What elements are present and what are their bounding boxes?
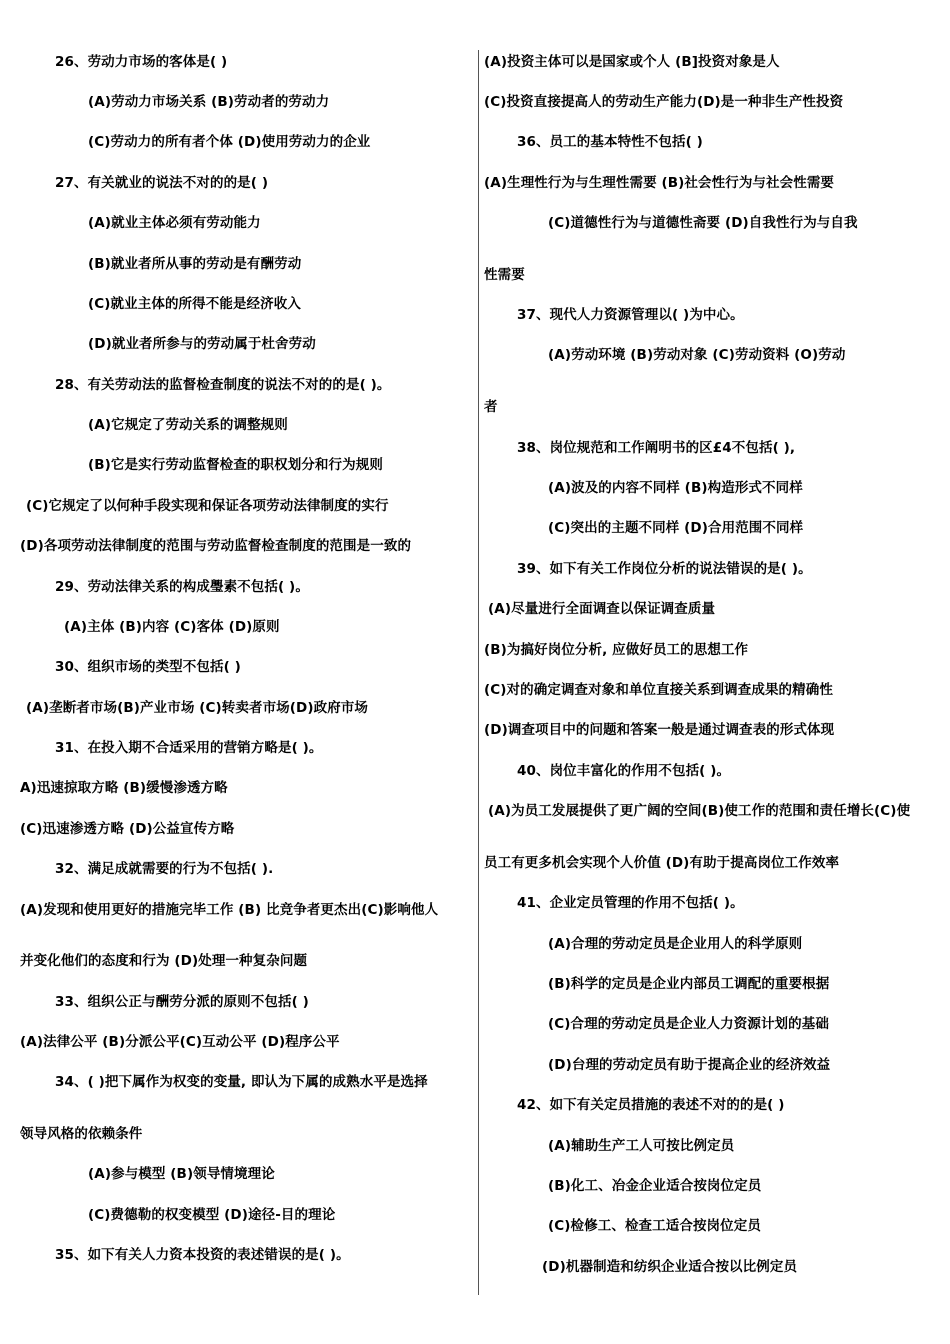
column-divider xyxy=(478,50,479,1295)
option-line-continued: 性需要 xyxy=(484,267,525,283)
option-line: (A)合理的劳动定员是企业用人的科学原则 xyxy=(548,936,803,952)
option-line: A)迅速掠取方略 (B)缓慢渗透方略 xyxy=(20,780,228,796)
question-30: 30、组织市场的类型不包括( ) xyxy=(55,659,241,675)
option-line: (A)它规定了劳动关系的调整规则 xyxy=(88,417,288,433)
option-line: (C)就业主体的所得不能是经济收入 xyxy=(88,296,301,312)
question-41: 41、企业定员管理的作用不包括( )。 xyxy=(517,895,744,911)
option-line: (C)道德性行为与道德性斋要 (D)自我性行为与自我 xyxy=(548,215,858,231)
option-line: (C)对的确定调查对象和单位直接关系到调查成果的精确性 xyxy=(484,682,833,698)
question-28: 28、有关劳动法的监督检查制度的说法不对的的是( )。 xyxy=(55,377,391,393)
option-line: (A)劳动环境 (B)劳动对象 (C)劳动资料 (O)劳动 xyxy=(548,347,846,363)
question-26: 26、劳动力市场的客体是( ) xyxy=(55,54,228,70)
question-36: 36、员工的基本特性不包括( ) xyxy=(517,134,703,150)
question-27: 27、有关就业的说法不对的的是( ) xyxy=(55,175,269,191)
option-line: (B)科学的定员是企业内部员工调配的重要根据 xyxy=(548,976,830,992)
option-line: (A)参与模型 (B)领导情境理论 xyxy=(88,1166,275,1182)
question-34-continued: 领导风格的依赖条件 xyxy=(20,1126,143,1142)
option-line: (A)为员工发展提供了更广阔的空间(B)使工作的范围和责任增长(C)使 xyxy=(488,803,911,819)
option-line: (D)各项劳动法律制度的范围与劳动监督检查制度的范围是一致的 xyxy=(20,538,412,554)
option-line: (C)费德勒的权变模型 (D)途径-目的理论 xyxy=(88,1207,336,1223)
question-42: 42、如下有关定员措施的表述不对的的是( ) xyxy=(517,1097,785,1113)
question-31: 31、在投入期不合适采用的营销方略是( )。 xyxy=(55,740,323,756)
option-line: (B)化工、冶金企业适合按岗位定员 xyxy=(548,1178,762,1194)
option-line: (A)劳动力市场关系 (B)劳动者的劳动力 xyxy=(88,94,330,110)
option-line: (A)发现和使用更好的措施完毕工作 (B) 比竞争者更杰出(C)影响他人 xyxy=(20,902,439,918)
option-line-continued: 员工有更多机会实现个人价值 (D)有助于提高岗位工作效率 xyxy=(484,855,840,871)
question-40: 40、岗位丰富化的作用不包括( )。 xyxy=(517,763,731,779)
question-34: 34、( )把下属作为权变的变量, 即认为下属的成熟水平是选择 xyxy=(55,1074,428,1090)
option-line: (A)就业主体必须有劳动能力 xyxy=(88,215,261,231)
option-line: (D)台理的劳动定员有助于提高企业的经济效益 xyxy=(548,1057,831,1073)
option-line-continued: 者 xyxy=(484,399,498,415)
option-line: (A)垄断者市场(B)产业市场 (C)转卖者市场(D)政府市场 xyxy=(26,700,369,716)
right-column xyxy=(482,0,950,1344)
option-line: (C)检修工、检查工适合按岗位定员 xyxy=(548,1218,761,1234)
question-29: 29、劳动法律关系的构成璺素不包括( )。 xyxy=(55,579,309,595)
option-line: (D)调查项目中的问题和答案一般是通过调查表的形式体现 xyxy=(484,722,835,738)
option-line: (A)尽量进行全面调查以保证调查质量 xyxy=(488,601,716,617)
option-line: (B)为搞好岗位分析, 应做好员工的思想工作 xyxy=(484,642,749,658)
option-line: (C)合理的劳动定员是企业人力资源计划的基础 xyxy=(548,1016,829,1032)
option-line: (A)生理性行为与生理性需要 (B)社会性行为与社会性需要 xyxy=(484,175,835,191)
question-33: 33、组织公正与酬劳分派的原则不包括( ) xyxy=(55,994,309,1010)
option-line: (A)法律公平 (B)分派公平(C)互动公平 (D)程序公平 xyxy=(20,1034,340,1050)
question-38: 38、岗位规范和工作阐明书的区£4不包括( ), xyxy=(517,440,796,456)
option-line: (C)突出的主题不同样 (D)合用范围不同样 xyxy=(548,520,804,536)
question-37: 37、现代人力资源管理以( )为中心。 xyxy=(517,307,744,323)
option-line: (A)辅助生产工人可按比例定员 xyxy=(548,1138,735,1154)
option-line: (C)迅速渗透方略 (D)公益宣传方略 xyxy=(20,821,235,837)
option-line: (A)主体 (B)内容 (C)客体 (D)原则 xyxy=(64,619,280,635)
option-line: (D)机器制造和纺织企业适合按以比例定员 xyxy=(542,1259,798,1275)
question-39: 39、如下有关工作岗位分析的说法错误的是( )。 xyxy=(517,561,812,577)
option-line: (C)投资直接提高人的劳动生产能力(D)是一种非生产性投资 xyxy=(484,94,844,110)
option-line: (A)投资主体可以是国家或个人 (B]投资对象是人 xyxy=(484,54,780,70)
question-35: 35、如下有关人力资本投资的表述错误的是( )。 xyxy=(55,1247,350,1263)
option-line: 并变化他们的态度和行为 (D)处理一种复杂问题 xyxy=(20,953,308,969)
option-line: (A)波及的内容不同样 (B)构造形式不同样 xyxy=(548,480,803,496)
question-32: 32、满足成就需要的行为不包括( ). xyxy=(55,861,274,877)
option-line: (C)劳动力的所有者个体 (D)使用劳动力的企业 xyxy=(88,134,371,150)
option-line: (B)它是实行劳动监督检查的职权划分和行为规则 xyxy=(88,457,383,473)
option-line: (D)就业者所参与的劳动属于杜舍劳动 xyxy=(88,336,316,352)
option-line: (B)就业者所从事的劳动是有酬劳动 xyxy=(88,256,302,272)
option-line: (C)它规定了以何种手段实现和保证各项劳动法律制度的实行 xyxy=(26,498,389,514)
